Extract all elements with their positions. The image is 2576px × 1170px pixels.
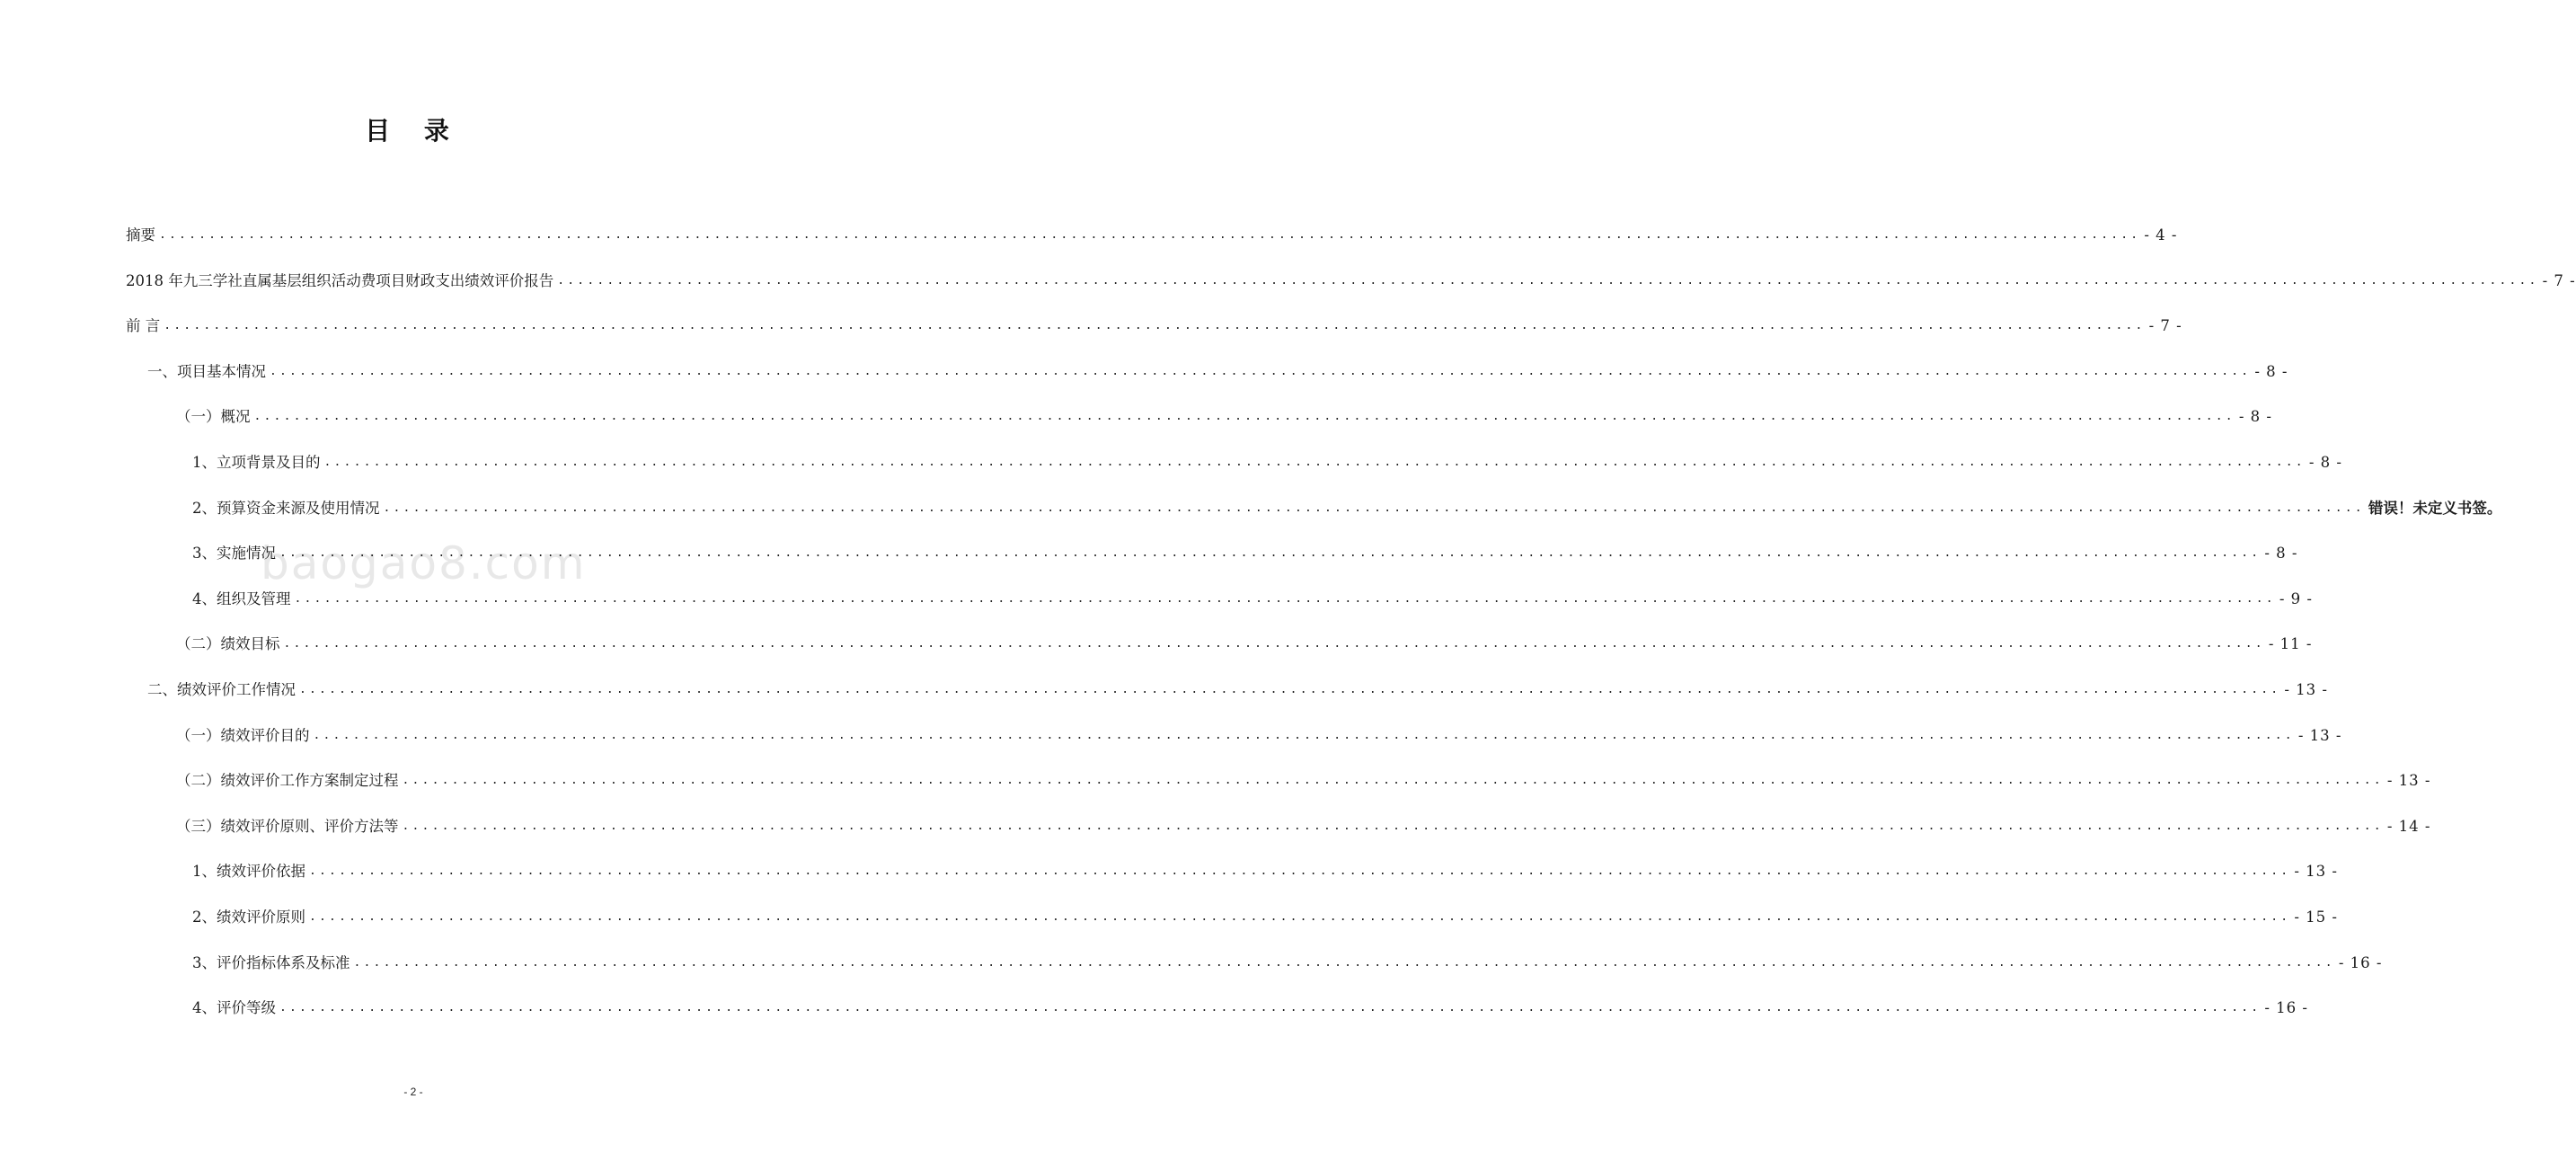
toc-dot-leader: ........................................................................................................................................................................................................ — [164, 319, 2146, 333]
toc-entry[interactable] — [192, 901, 2338, 934]
toc-entry[interactable] — [176, 401, 2272, 433]
toc-entry-page: - 8 - — [2308, 454, 2342, 471]
toc-entry-label: 一、项目基本情况 — [147, 362, 266, 380]
toc-entry-label: （二）绩效评价工作方案制定过程 — [176, 772, 399, 790]
toc-entry[interactable] — [192, 583, 2313, 616]
toc-entry-page: - 4 - — [2144, 226, 2178, 244]
toc-dot-leader: ........................................................................................................................................................................................................ — [402, 774, 2384, 788]
toc-dot-leader: ........................................................................................................................................................................................................ — [383, 501, 2365, 515]
toc-entry[interactable] — [192, 992, 2308, 1024]
toc-entry-label: 1、绩效评价依据 — [192, 863, 305, 881]
toc-entry-page: - 8 - — [2264, 545, 2298, 563]
toc-entry-page: - 13 - — [2284, 681, 2328, 698]
toc-entry-page: - 13 - — [2297, 726, 2342, 744]
toc-entry-label: 3、实施情况 — [192, 545, 276, 563]
toc-dot-leader: ........................................................................................................................................................................................................ — [309, 864, 2291, 879]
toc-dot-leader: ........................................................................................................................................................................................................ — [313, 728, 2295, 742]
toc-dot-leader: ........................................................................................................................................................................................................ — [557, 273, 2539, 288]
toc-entry-label: （一）概况 — [176, 408, 251, 426]
toc-dot-leader: ........................................................................................................................................................................................................ — [283, 637, 2265, 651]
toc-entry[interactable] — [126, 265, 2576, 297]
toc-entry-label: 4、评价等级 — [192, 999, 276, 1017]
toc-entry[interactable] — [192, 492, 2502, 525]
page-title: 目 录 — [365, 116, 462, 146]
toc-dot-leader: ........................................................................................................................................................................................................ — [253, 410, 2235, 424]
toc-entry-label: （一）绩效评价目的 — [176, 726, 310, 744]
toc-entry-label: 摘要 — [126, 226, 155, 244]
toc-entry[interactable] — [176, 811, 2431, 843]
toc-entry-error-text: 错误！未定义书签。 — [2368, 499, 2502, 517]
toc-entry-page: - 7 - — [2542, 271, 2576, 289]
page-number-footer: - 2 - — [403, 1086, 423, 1098]
toc-entry-page: - 14 - — [2386, 817, 2431, 835]
toc-dot-leader: ........................................................................................................................................................................................................ — [159, 228, 2141, 242]
toc-entry[interactable] — [176, 765, 2431, 797]
toc-entry-label: 2、预算资金来源及使用情况 — [192, 499, 380, 517]
toc-dot-leader: ........................................................................................................................................................................................................ — [294, 591, 2276, 606]
toc-dot-leader: ........................................................................................................................................................................................................ — [270, 364, 2252, 378]
toc-entry-label: 2、绩效评价原则 — [192, 909, 305, 926]
toc-entry[interactable] — [192, 947, 2383, 979]
toc-entry[interactable] — [192, 855, 2338, 888]
toc-entry-page: - 8 - — [2238, 408, 2272, 426]
toc-entry[interactable] — [176, 628, 2313, 660]
toc-entry-label: （二）绩效目标 — [176, 635, 280, 653]
toc-entry[interactable] — [192, 537, 2298, 570]
toc-dot-leader: ........................................................................................................................................................................................................ — [353, 955, 2335, 970]
toc-dot-leader: ........................................................................................................................................................................................................ — [279, 1001, 2262, 1015]
toc-entry[interactable] — [147, 674, 2328, 706]
toc-entry[interactable] — [192, 447, 2342, 479]
watermark: baogao8.com — [261, 537, 587, 589]
toc-entry-label: 二、绩效评价工作情况 — [147, 681, 296, 698]
toc-entry-label: 4、组织及管理 — [192, 589, 291, 607]
toc-entry-page: - 16 - — [2264, 999, 2308, 1017]
toc-entry-label: 2018 年九三学社直属基层组织活动费项目财政支出绩效评价报告 — [126, 271, 554, 289]
toc-entry[interactable] — [126, 219, 2178, 252]
toc-entry-page: - 15 - — [2294, 909, 2338, 926]
toc-dot-leader: ........................................................................................................................................................................................................ — [402, 819, 2384, 833]
toc-entry-label: 前 言 — [126, 317, 161, 335]
toc-entry-page: - 16 - — [2338, 953, 2383, 971]
toc-dot-leader: ........................................................................................................................................................................................................ — [323, 456, 2306, 469]
toc-entry-page: - 11 - — [2268, 635, 2313, 653]
toc-dot-leader: ........................................................................................................................................................................................................ — [299, 683, 2281, 696]
toc-entry-page: - 13 - — [2386, 772, 2431, 790]
toc-entry[interactable] — [147, 356, 2288, 388]
toc-entry[interactable] — [176, 720, 2342, 752]
toc-entry-page: - 13 - — [2294, 863, 2338, 881]
toc-entry-label: 3、评价指标体系及标准 — [192, 953, 350, 971]
toc-entry-label: 1、立项背景及目的 — [192, 454, 321, 471]
toc-entry-page: - 9 - — [2279, 589, 2313, 607]
toc-entry-label: （三）绩效评价原则、评价方法等 — [176, 817, 399, 835]
toc-entry-page: - 7 - — [2148, 317, 2182, 335]
toc-entry-page: - 8 - — [2254, 362, 2288, 380]
toc-dot-leader: ........................................................................................................................................................................................................ — [309, 910, 2291, 924]
toc-entry[interactable] — [126, 310, 2182, 342]
toc-dot-leader: ........................................................................................................................................................................................................ — [279, 546, 2262, 561]
